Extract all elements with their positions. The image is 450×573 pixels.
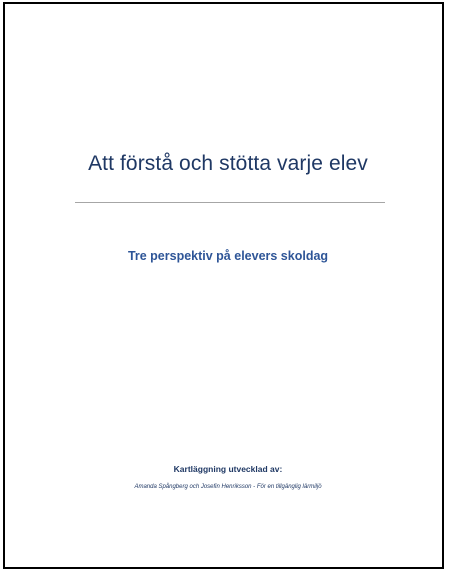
credit-label: Kartläggning utvecklad av: — [173, 464, 283, 474]
title-divider — [75, 202, 385, 203]
document-subtitle: Tre perspektiv på elevers skoldag — [127, 249, 329, 263]
document-title: Att förstå och stötta varje elev — [88, 152, 368, 175]
credit-authors: Amanda Spångberg och Josefin Henriksson - För en tillgänglig lärmiljö — [134, 484, 322, 490]
page-border — [3, 2, 444, 569]
